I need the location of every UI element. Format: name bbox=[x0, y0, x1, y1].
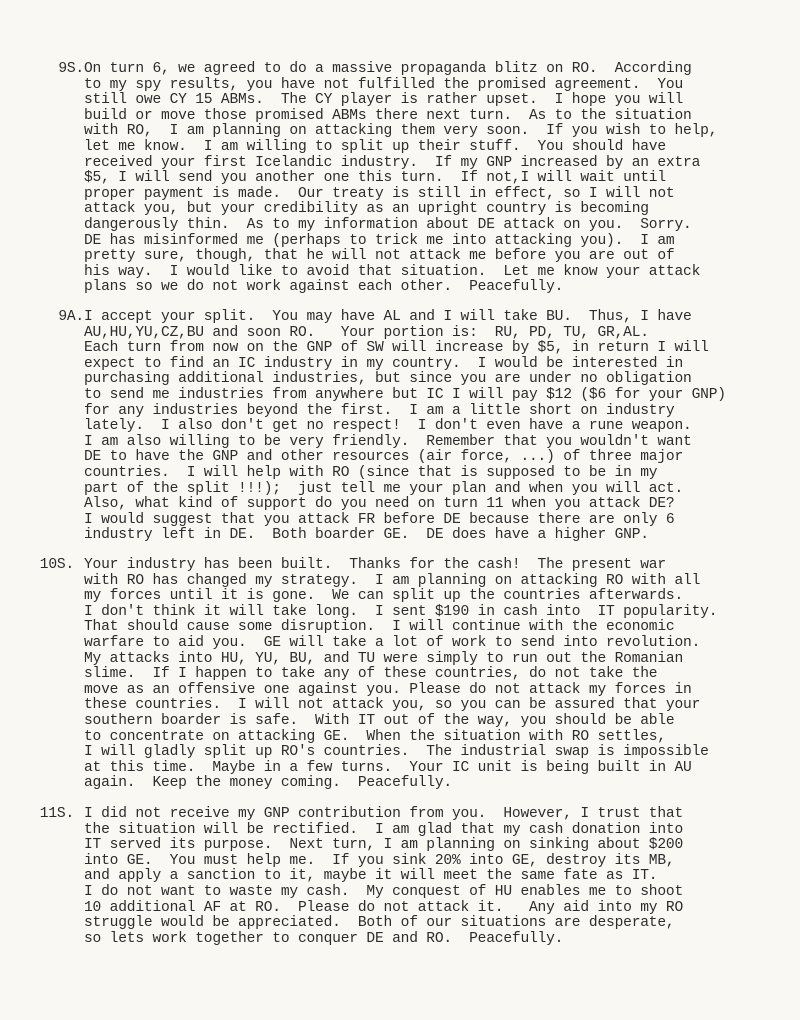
text-line: I did not receive my GNP contribution from you. However, I trust that bbox=[84, 806, 684, 822]
text-line: countries. I will help with RO (since that is supposed to be in my bbox=[84, 465, 658, 481]
text-line: at this time. Maybe in a few turns. Your IC unit is being built in AU bbox=[84, 759, 692, 776]
text-line: with RO has changed my strategy. I am planning on attacking RO with all bbox=[84, 572, 701, 589]
text-line: $5, I will send you another one this turn. If not,I will wait until bbox=[84, 170, 666, 187]
text-line: struggle would be appreciated. Both of our situations are desperate, bbox=[84, 915, 675, 932]
text-line: to concentrate on attacking GE. When the situation with RO settles, bbox=[84, 728, 666, 745]
text-line: to send me industries from anywhere but IC I will pay $12 ($6 for your GNP) bbox=[84, 387, 726, 403]
text-line: My attacks into HU, YU, BU, and TU were simply to run out the Romanian bbox=[84, 650, 684, 667]
text-line: Each turn from now on the GNP of SW will increase by $5, in return I will bbox=[84, 340, 709, 357]
text-line: build or move those promised ABMs there next turn. As to the situation bbox=[84, 107, 692, 124]
text-line: DE has misinformed me (perhaps to trick me into attacking you). I am bbox=[84, 232, 675, 249]
text-line: I accept your split. You may have AL and I will take BU. Thus, I have bbox=[84, 309, 692, 325]
text-line: so lets work together to conquer DE and RO. Peacefully. bbox=[84, 930, 564, 947]
text-line: slime. If I happen to take any of these countries, do not take the bbox=[84, 666, 658, 683]
text-line: let me know. I am willing to split up their stuff. You should have bbox=[84, 139, 666, 155]
text-line: I am also willing to be very friendly. Remember that you wouldn't want bbox=[84, 433, 692, 450]
text-line: for any industries beyond the first. I am a little short on industry bbox=[84, 402, 675, 419]
text-line: I don't think it will take long. I sent $190 in cash into IT popularity. bbox=[84, 603, 718, 620]
text-line: 10 additional AF at RO. Please do not attack it. Any aid into my RO bbox=[84, 899, 684, 916]
text-line: I do not want to waste my cash. My conquest of HU enables me to shoot bbox=[84, 884, 684, 900]
text-line: attack you, but your credibility as an upright country is becoming bbox=[84, 201, 649, 218]
text-line: expect to find an IC industry in my country. I would be interested in bbox=[84, 355, 684, 372]
text-line: lately. I also don't get no respect! I don't even have a rune weapon. bbox=[84, 418, 692, 435]
text-line: to my spy results, you have not fulfilled the promised agreement. You bbox=[84, 76, 684, 93]
text-line: Your industry has been built. Thanks for the cash! The present war bbox=[84, 557, 666, 573]
text-line: purchasing additional industries, but since you are under no obligation bbox=[84, 371, 692, 388]
text-line: southern boarder is safe. With IT out of the way, you should be able bbox=[84, 713, 675, 729]
text-line: again. Keep the money coming. Peacefully. bbox=[84, 775, 452, 792]
text-line: with RO, I am planning on attacking them very soon. If you wish to help, bbox=[84, 123, 718, 140]
text-line: IT served its purpose. Next turn, I am planning on sinking about $200 bbox=[84, 837, 684, 854]
text-line: warfare to aid you. GE will take a lot of work to send into revolution. bbox=[84, 635, 701, 651]
text-line: received your first Icelandic industry. If my GNP increased by an extra bbox=[84, 154, 701, 171]
text-line: AU,HU,YU,CZ,BU and soon RO. Your portion is: RU, PD, TU, GR,AL. bbox=[84, 324, 649, 341]
text-line: and apply a sanction to it, maybe it will meet the same fate as IT. bbox=[84, 868, 658, 885]
text-line: On turn 6, we agreed to do a massive propaganda blitz on RO. According bbox=[84, 61, 692, 77]
entry-label: 10S. bbox=[39, 557, 74, 573]
text-line: part of the split !!!); just tell me your plan and when you will act. bbox=[84, 480, 684, 497]
text-line: pretty sure, though, that he will not attack me before you are out of bbox=[84, 248, 675, 265]
text-line: my forces until it is gone. We can split up the countries afterwards. bbox=[84, 588, 684, 605]
text-line: I will gladly split up RO's countries. The industrial swap is impossible bbox=[84, 744, 709, 761]
entry-label: 11S. bbox=[39, 806, 74, 822]
text-line: I would suggest that you attack FR before DE because there are only 6 bbox=[84, 511, 675, 528]
entry-label: 9S. bbox=[58, 61, 84, 77]
text-line: Also, what kind of support do you need on turn 11 when you attack DE? bbox=[84, 496, 675, 513]
text-line: dangerously thin. As to my information about DE attack on you. Sorry. bbox=[84, 217, 692, 233]
entry-label: 9A. bbox=[58, 309, 84, 325]
text-line: the situation will be rectified. I am glad that my cash donation into bbox=[84, 821, 684, 838]
text-line: these countries. I will not attack you, so you can be assured that your bbox=[84, 697, 701, 714]
text-line: plans so we do not work against each other. Peacefully. bbox=[84, 279, 564, 296]
text-line: industry left in DE. Both boarder GE. DE does have a higher GNP. bbox=[84, 527, 649, 544]
text-line: still owe CY 15 ABMs. The CY player is rather upset. I hope you will bbox=[84, 92, 684, 109]
text-line: move as an offensive one against you. Please do not attack my forces in bbox=[84, 681, 692, 698]
text-line: DE to have the GNP and other resources (air force, ...) of three major bbox=[84, 449, 684, 466]
text-line: proper payment is made. Our treaty is still in effect, so I will not bbox=[84, 185, 675, 202]
text-line: That should cause some disruption. I will continue with the economic bbox=[84, 619, 675, 636]
text-line: into GE. You must help me. If you sink 20% into GE, destroy its MB, bbox=[84, 852, 675, 869]
text-line: his way. I would like to avoid that situation. Let me know your attack bbox=[84, 263, 701, 280]
